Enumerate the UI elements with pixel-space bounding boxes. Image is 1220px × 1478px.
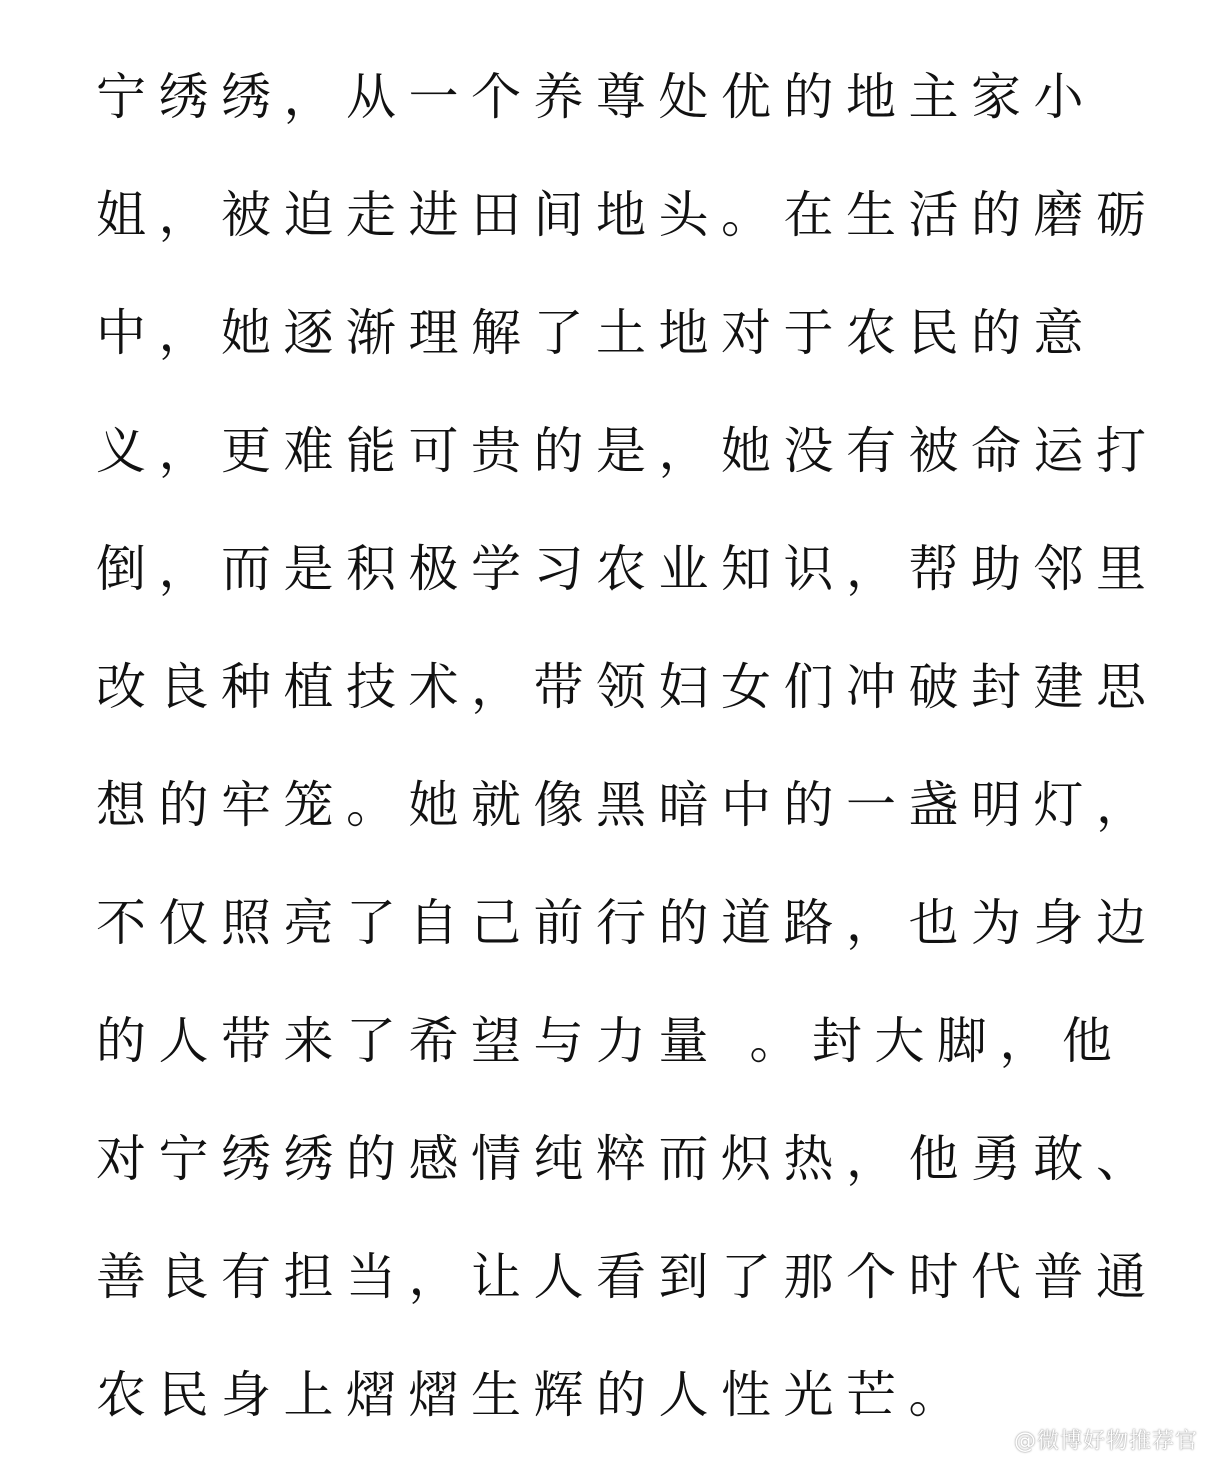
- text-line: 农民身上熠熠生辉的人性光芒。: [96, 1366, 971, 1424]
- watermark: @微博好物推荐官: [1013, 1429, 1198, 1454]
- text-line: 的人带来了希望与力量 。封大脚，他: [96, 1012, 1125, 1070]
- text-line: 不仅照亮了自己前行的道路，也为身边: [96, 894, 1159, 952]
- article-body: [96, 62, 1159, 1478]
- text-line: 中，她逐渐理解了土地对于农民的意: [96, 304, 1096, 362]
- text-line: 善良有担当，让人看到了那个时代普通: [96, 1248, 1159, 1306]
- text-line: 对宁绣绣的感情纯粹而炽热，他勇敢、: [96, 1130, 1159, 1188]
- text-line: 义，更难能可贵的是，她没有被命运打: [96, 422, 1159, 480]
- text-line: 想的牢笼。她就像黑暗中的一盏明灯，: [96, 776, 1159, 834]
- text-line: 宁绣绣，从一个养尊处优的地主家小: [96, 68, 1096, 126]
- text-line: 倒，而是积极学习农业知识，帮助邻里: [96, 540, 1159, 598]
- text-line: 姐，被迫走进田间地头。在生活的磨砺: [96, 186, 1159, 244]
- text-line: 改良种植技术，带领妇女们冲破封建思: [96, 658, 1159, 716]
